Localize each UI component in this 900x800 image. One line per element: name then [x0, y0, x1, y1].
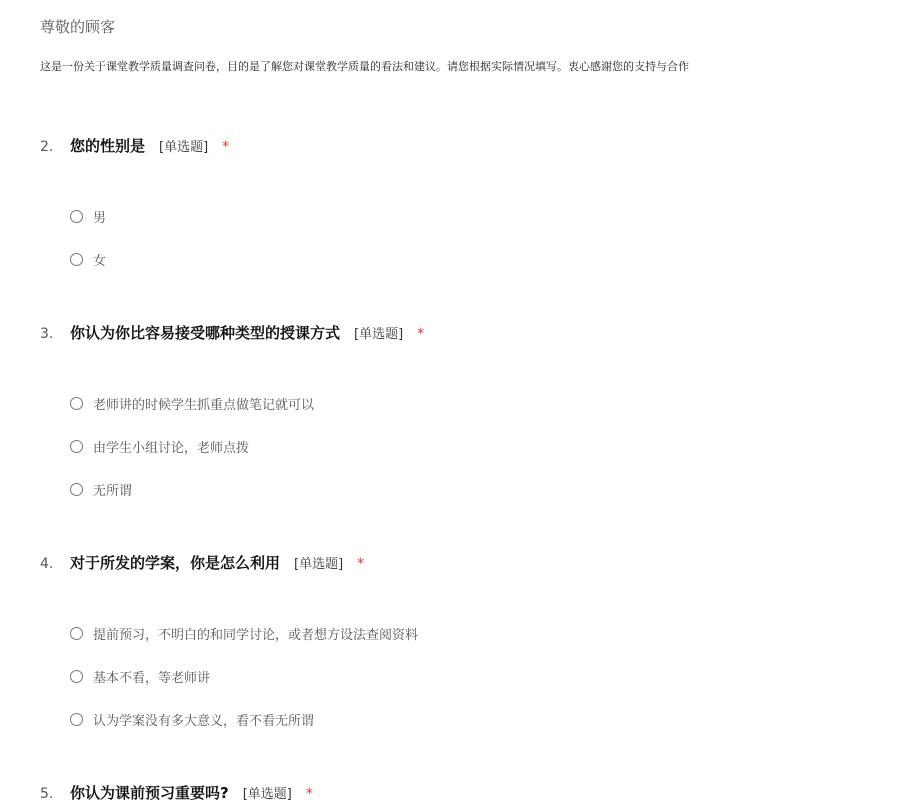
radio-button[interactable]	[70, 670, 83, 683]
greeting-heading: 尊敬的顾客	[40, 18, 116, 36]
radio-button[interactable]	[70, 210, 83, 223]
question-type: [单选题]	[242, 787, 292, 800]
question-4	[40, 552, 860, 729]
question-header	[40, 322, 860, 346]
option-male[interactable]	[70, 207, 106, 226]
question-header	[40, 552, 860, 576]
question-title: 你认为课前预习重要吗?	[70, 784, 229, 800]
option-wait-teacher[interactable]	[70, 667, 210, 686]
option-female[interactable]	[70, 250, 106, 269]
survey-intro: 这是一份关于课堂教学质量调查问卷，目的是了解您对课堂教学质量的看法和建议。请您根据实际情况填写。衷心感谢您的支持与合作	[40, 60, 689, 73]
question-2	[40, 135, 860, 269]
radio-button[interactable]	[70, 483, 83, 496]
radio-button[interactable]	[70, 440, 83, 453]
option-preview[interactable]	[70, 624, 418, 643]
question-5	[40, 782, 860, 800]
option-label: 基本不看，等老师讲	[93, 671, 211, 686]
option-label: 提前预习，不明白的和同学讨论，或者想方设法查阅资料	[93, 628, 419, 643]
question-number: 4.	[40, 556, 54, 572]
required-marker: *	[357, 556, 365, 572]
option-label: 认为学案没有多大意义，看不看无所谓	[93, 714, 315, 729]
question-header	[40, 135, 860, 159]
option-label: 老师讲的时候学生抓重点做笔记就可以	[93, 398, 315, 413]
radio-button[interactable]	[70, 397, 83, 410]
radio-button[interactable]	[70, 627, 83, 640]
option-teacher-lecture[interactable]	[70, 394, 314, 413]
radio-button[interactable]	[70, 713, 83, 726]
question-3	[40, 322, 860, 499]
question-type: [单选题]	[159, 140, 209, 155]
option-label: 由学生小组讨论，老师点拨	[93, 441, 250, 456]
option-group-discussion[interactable]	[70, 437, 249, 456]
question-title: 你认为你比容易接受哪种类型的授课方式	[70, 324, 341, 342]
option-indifferent[interactable]	[70, 480, 132, 499]
option-label: 女	[93, 254, 107, 269]
question-type: [单选题]	[354, 327, 404, 342]
required-marker: *	[305, 786, 313, 800]
question-number: 5.	[40, 786, 54, 800]
question-title: 您的性别是	[70, 137, 146, 155]
option-label: 无所谓	[93, 484, 133, 499]
question-number: 3.	[40, 326, 54, 342]
option-label: 男	[93, 211, 107, 226]
required-marker: *	[222, 139, 230, 155]
option-no-meaning[interactable]	[70, 710, 314, 729]
radio-button[interactable]	[70, 253, 83, 266]
question-type: [单选题]	[294, 557, 344, 572]
question-title: 对于所发的学案，你是怎么利用	[70, 554, 281, 572]
question-number: 2.	[40, 139, 54, 155]
question-header	[40, 782, 860, 800]
required-marker: *	[417, 326, 425, 342]
